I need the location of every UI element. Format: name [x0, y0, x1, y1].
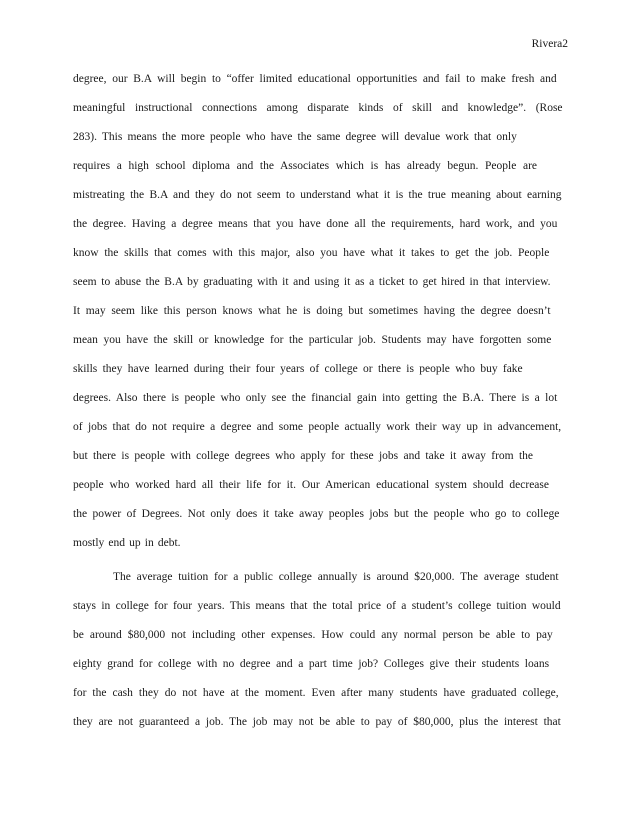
body-line: but there is people with college degrees who apply for these jobs and take it away from the — [73, 450, 534, 462]
body-line: eighty grand for college with no degree and a part time job? Colleges give their students loans — [73, 658, 550, 670]
body-line: degree, our B.A will begin to “offer limited educational opportunities and fail to make fresh and — [73, 73, 557, 85]
body-line: the power of Degrees. Not only does it take away peoples jobs but the people who go to college — [73, 508, 560, 520]
body-line: degrees. Also there is people who only see the financial gain into getting the B.A. There is a lot — [73, 392, 558, 404]
body-line: mistreating the B.A and they do not seem to understand what it is the true meaning about earning — [73, 189, 562, 201]
body-line: mostly end up in debt. — [73, 537, 181, 549]
body-line: 283). This means the more people who have the same degree will devalue work that only — [73, 131, 517, 143]
running-head: Rivera2 — [531, 38, 568, 50]
body-line: they are not guaranteed a job. The job may not be able to pay of $80,000, plus the interest that — [73, 716, 561, 728]
body-line: know the skills that comes with this major, also you have what it takes to get the job. People — [73, 247, 550, 259]
body-line: requires a high school diploma and the Associates which is has already begun. People are — [73, 160, 538, 172]
body-line: stays in college for four years. This means that the total price of a student’s college tuition would — [73, 600, 561, 612]
body-line: skills they have learned during their four years of college or there is people who buy fake — [73, 363, 523, 375]
body-line: seem to abuse the B.A by graduating with it and using it as a ticket to get hired in that interview. — [73, 276, 551, 288]
body-line-indented: The average tuition for a public college annually is around $20,000. The average student — [113, 571, 559, 583]
body-line: It may seem like this person knows what he is doing but sometimes having the degree doesn’t — [73, 305, 551, 317]
body-line: of jobs that do not require a degree and some people actually work their way up in advancement, — [73, 421, 562, 433]
body-line: meaningful instructional connections among disparate kinds of skill and knowledge”. (Rose — [73, 102, 563, 114]
body-line: the degree. Having a degree means that you have done all the requirements, hard work, and you — [73, 218, 558, 230]
body-line: people who worked hard all their life for it. Our American educational system should decrease — [73, 479, 549, 491]
body-line: be around $80,000 not including other expenses. How could any normal person be able to pay — [73, 629, 553, 641]
body-line: for the cash they do not have at the moment. Even after many students have graduated college, — [73, 687, 559, 699]
body-line: mean you have the skill or knowledge for the particular job. Students may have forgotten some — [73, 334, 552, 346]
